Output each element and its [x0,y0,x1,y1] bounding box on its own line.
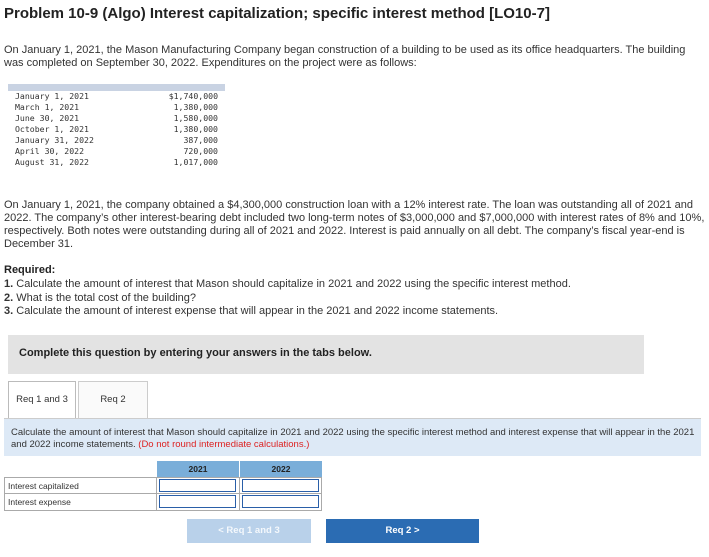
expenditure-date: April 30, 2022 [15,146,85,156]
required-item [4,305,704,319]
expenditure-row [8,135,225,146]
tab-instruction-panel [4,418,701,456]
interest-expense-2022-input[interactable] [242,495,319,508]
column-header-2021: 2021 [156,461,239,477]
expenditure-amount: 387,000 [183,135,218,145]
answer-table-header [4,461,322,477]
expenditure-row [8,157,225,168]
required-item-text: Calculate the amount of interest expense that will appear in the 2021 and 2022 income statements. [16,305,499,317]
required-item-number: 3. [4,305,14,317]
expenditure-date: January 1, 2021 [15,91,89,101]
expenditure-row [8,102,225,113]
table-row [4,477,322,494]
answer-cell [239,494,322,511]
required-item-number: 2. [4,291,14,304]
row-label-interest-expense: Interest expense [4,494,156,511]
expenditure-amount: 1,380,000 [173,102,218,112]
interest-capitalized-2022-input[interactable] [242,479,319,492]
required-item-number: 1. [4,278,14,290]
complete-instructions-text: Complete this question by entering your answers in the tabs below. [19,347,372,359]
answer-table [4,461,322,511]
problem-title: Problem 10-9 (Algo) Interest capitalization; specific interest method [LO10-7] [4,5,550,22]
required-item [4,278,704,292]
required-heading: Required: [4,264,56,276]
expenditure-row [8,113,225,124]
tab-req-2[interactable]: Req 2 [78,381,148,419]
expenditures-table [8,84,225,174]
answer-header-blank [4,461,156,477]
expenditure-amount: 720,000 [183,146,218,156]
next-tab-button[interactable]: Req 2 > [326,519,479,543]
loan-paragraph: On January 1, 2021, the company obtained a $4,300,000 construction loan with a 12% interest rate. The loan was outstanding all of 2021 and 2022. The company’s other interest-bearing debt included two long-term notes of $3,000,000 and $7,000,000 with interest rates of 8% and 10%, respectively. Both notes were outstanding during all of 2021 and 2022. Interest is paid annually on all debt. The company’s fiscal year-end is December 31. [4,199,705,250]
table-row [4,494,322,511]
complete-instructions-banner [8,335,644,374]
row-label-interest-capitalized: Interest capitalized [4,477,156,494]
required-item [4,292,704,306]
prev-tab-button[interactable]: < Req 1 and 3 [187,519,311,543]
intro-paragraph: On January 1, 2021, the Mason Manufacturing Company began construction of a building to be used as its office headquarters. The building was completed on September 30, 2022. Expenditures on the project were as follows: [4,44,686,69]
expenditure-amount: $1,740,000 [168,91,218,101]
expenditure-date: October 1, 2021 [15,124,89,134]
expenditure-date: June 30, 2021 [15,113,80,123]
tab-instruction-text: Calculate the amount of interest that Mason should capitalize in 2021 and 2022 using the specific interest method and interest expense that will appear in the 2021 and 2022 income statements. [11,427,695,450]
expenditure-row [8,146,225,157]
required-item-text: What is the total cost of the building? [16,291,197,304]
rounding-note: (Do not round intermediate calculations.) [138,439,310,450]
expenditure-date: August 31, 2022 [15,157,89,167]
answer-cell [239,477,322,494]
tab-req-1-and-3[interactable]: Req 1 and 3 [8,381,76,419]
expenditure-row [8,124,225,135]
interest-capitalized-2021-input[interactable] [159,479,236,492]
expenditure-amount: 1,017,000 [173,157,218,167]
interest-expense-2021-input[interactable] [159,495,236,508]
expenditure-row [8,91,225,102]
expenditure-amount: 1,580,000 [173,113,218,123]
answer-cell [156,494,239,511]
answer-cell [156,477,239,494]
expenditure-amount: 1,380,000 [173,124,218,134]
required-list [4,278,704,319]
expenditure-date: March 1, 2021 [15,102,80,112]
column-header-2022: 2022 [239,461,322,477]
required-item-text: Calculate the amount of interest that Mason should capitalize in 2021 and 2022 using the specific interest method. [16,278,571,290]
expenditure-date: January 31, 2022 [15,135,94,145]
